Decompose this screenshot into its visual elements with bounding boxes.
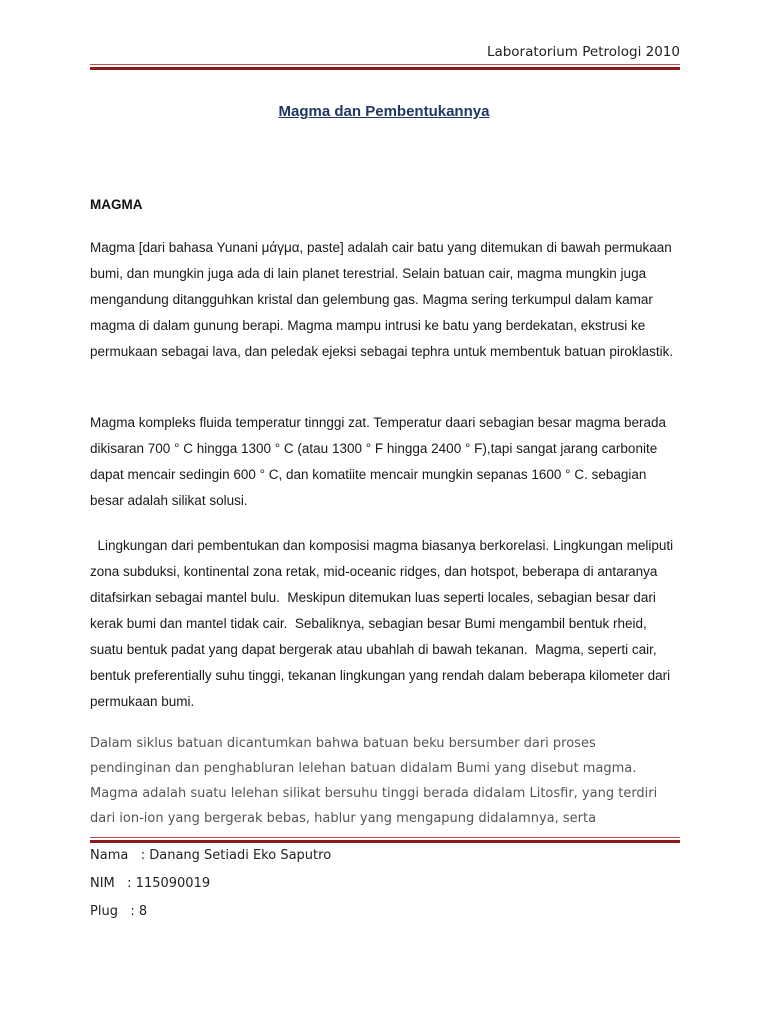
paragraph-3: Lingkungan dari pembentukan dan komposisi magma biasanya berkorelasi. Lingkungan meliputi zona subduksi, kontinental zona retak, mid-oceanic ridges, dan hotspot, beberapa di antaranya ditafsirkan sebagai mantel bulu. Meskipun ditemukan luas seperti locales, sebagian besar dari kerak bumi dan mantel tidak cair. Sebaliknya, sebagian besar Bumi mengambil bentuk rheid, suatu bentuk padat yang dapat bergerak atau ubahlah di bawah tekanan. Magma, seperti cair, bentuk preferentially suhu tinggi, tekanan lingkungan yang rendah dalam beberapa kilometer dari permukaan bumi. xyxy=(90,538,677,709)
footer-name: Nama : Danang Setiadi Eko Saputro xyxy=(90,848,332,863)
footer-plug: Plug : 8 xyxy=(90,904,148,919)
footer-nim: NIM : 115090019 xyxy=(90,876,211,891)
section-heading-magma: MAGMA xyxy=(90,197,143,212)
header-rule-thin xyxy=(90,64,680,65)
paragraph-4: Dalam siklus batuan dicantumkan bahwa batuan beku bersumber dari proses pendinginan dan penghabluran lelehan batuan didalam Bumi yang disebut magma. Magma adalah suatu lelehan silikat bersuhu tinggi berada didalam Litosfir, yang terdiri dari ion-ion yang bergerak bebas, hablur yang mengapung didalamnya, serta xyxy=(90,736,658,826)
header-lab-title: Laboratorium Petrologi 2010 xyxy=(486,44,680,60)
document-title: Magma dan Pembentukannya xyxy=(278,103,490,120)
header-rule xyxy=(90,64,680,70)
footer-rule-thin xyxy=(90,837,680,838)
paragraph-1: Magma [dari bahasa Yunani μάγμα, paste] adalah cair batu yang ditemukan di bawah permukaan bumi, dan mungkin juga ada di lain planet terestrial. Selain batuan cair, magma mungkin juga mengandung ditangguhkan kristal dan gelembung gas. Magma sering terkumpul dalam kamar magma di dalam gunung berapi. Magma mampu intrusi ke batu yang berdekatan, ekstrusi ke permukaan sebagai lava, dan peledak ejeksi sebagai tephra untuk membentuk batuan piroklastik. xyxy=(90,240,674,359)
footer-author-info xyxy=(90,842,680,926)
header-rule-thick xyxy=(90,67,680,70)
paragraph-2: Magma kompleks fluida temperatur tinnggi zat. Temperatur daari sebagian besar magma berada dikisaran 700 ° C hingga 1300 ° C (atau 1300 ° F hingga 2400 ° F),tapi sangat jarang carbonite dapat mencair sedingin 600 ° C, dan komatiite mencair mungkin sepanas 1600 ° C. sebagian besar adalah silikat solusi. xyxy=(90,415,667,508)
